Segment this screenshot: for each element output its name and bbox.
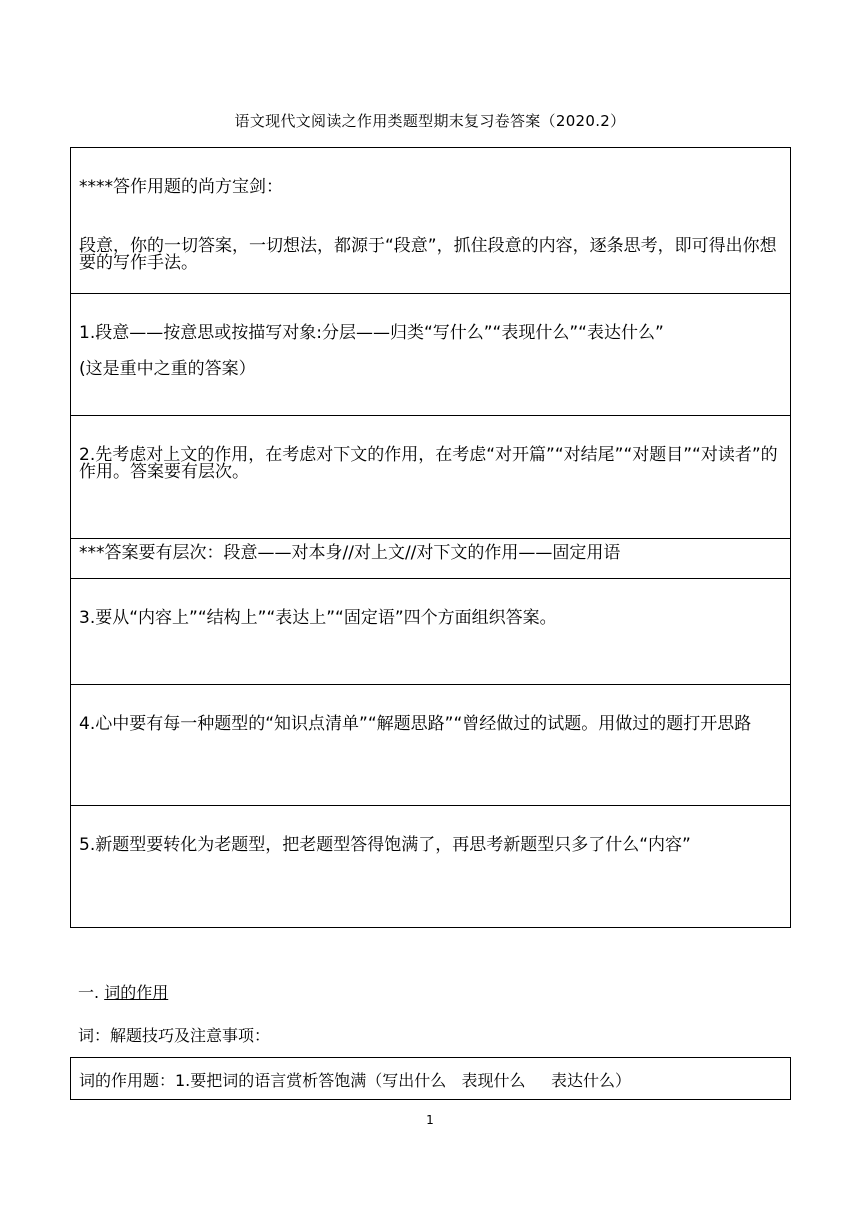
table-row <box>71 416 791 539</box>
table-row <box>71 148 791 294</box>
section-title: 词的作用 <box>104 983 169 1002</box>
subheading: 词：解题技巧及注意事项： <box>78 1026 271 1045</box>
table-row <box>71 806 791 928</box>
cell-heading: ****答作用题的尚方宝剑： <box>79 177 283 197</box>
cell-text: 3.要从“内容上”“结构上”“表达上”“固定语”四个方面组织答案。 <box>79 608 557 628</box>
document-title: 语文现代文阅读之作用类题型期末复习卷答案（2020.2） <box>234 112 626 130</box>
table-row <box>71 294 791 416</box>
table-cell <box>71 579 791 685</box>
table-row <box>71 579 791 685</box>
section-number: 一. <box>78 983 100 1002</box>
table-cell <box>71 685 791 806</box>
table-cell <box>71 806 791 928</box>
cell-text: ***答案要有层次：段意——对本身//对上文//对下文的作用——固定用语 <box>79 543 621 563</box>
table-cell <box>71 416 791 539</box>
table-cell <box>71 148 791 294</box>
table-cell <box>71 539 791 579</box>
word-function-text: 词的作用题：1.要把词的语言赏析答饱满（写出什么 表现什么 表达什么） <box>79 1071 631 1090</box>
table-cell <box>71 294 791 416</box>
cell-note: (这是重中之重的答案） <box>79 359 256 379</box>
section-heading <box>78 980 168 1003</box>
cell-body: 段意，你的一切答案，一切想法，都源于“段意”，抓住段意的内容，逐条思考，即可得出你想要的写作手法。 <box>79 236 777 273</box>
word-function-box <box>70 1057 791 1100</box>
table-row <box>71 539 791 579</box>
cell-text: 5.新题型要转化为老题型，把老题型答得饱满了，再思考新题型只多了什么“内容” <box>79 835 691 855</box>
cell-line: 1.段意——按意思或按描写对象:分层——归类“写什么”“表现什么”“表达什么” <box>79 323 664 343</box>
cell-text: 2.先考虑对上文的作用，在考虑对下文的作用，在考虑“对开篇”“对结尾”“对题目”“对读者”的作用。答案要有层次。 <box>79 445 778 482</box>
table-row <box>71 685 791 806</box>
cell-text: 4.心中要有每一种题型的“知识点清单”“解题思路”“曾经做过的试题。用做过的题打开思路 <box>79 714 752 734</box>
tips-table <box>70 147 791 928</box>
page-number: 1 <box>426 1113 434 1127</box>
